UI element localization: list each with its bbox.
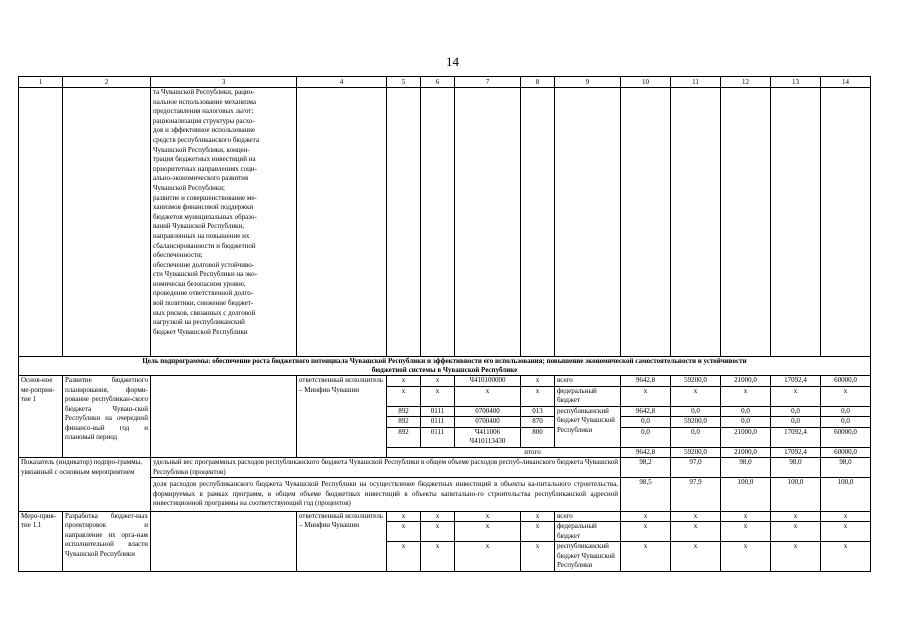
cell: x: [621, 386, 671, 406]
program-table: [18, 76, 871, 572]
continuation-line: номически безопасном уровне,: [153, 279, 246, 288]
continuation-row: [19, 88, 871, 357]
event-1-1-row-1: [19, 511, 871, 522]
main-event-responsible: ответственный исполнитель – Минфин Чувашии: [297, 376, 387, 458]
event-1-1-title: Разработка бюджет-ных проектировок и направление их орга-нам исполнительной власти Чувашской Республики: [63, 511, 151, 571]
indicator-row-1: [19, 458, 871, 478]
cell: 98,0: [721, 458, 771, 478]
continuation-line: ально-экономического развития: [153, 174, 249, 183]
cell: x: [521, 522, 555, 542]
cell: всего: [555, 511, 621, 522]
cell: x: [421, 522, 455, 542]
cell: x: [771, 511, 821, 522]
cell: x: [721, 542, 771, 572]
cell: 98,2: [621, 458, 671, 478]
col-num: 13: [771, 77, 821, 88]
continuation-line: направленных на повышение их: [153, 231, 250, 240]
column-number-row: [19, 77, 871, 88]
continuation-line: бюджет Чувашской Республики: [153, 327, 248, 336]
cell: x: [671, 542, 721, 572]
cell: x: [521, 386, 555, 406]
continuation-line: обеспечение долговой устойчиво-: [153, 260, 255, 269]
cell: 013: [521, 406, 555, 417]
col-num: 11: [671, 77, 721, 88]
continuation-line: проведение ответственной долго-: [153, 289, 254, 298]
main-event-row-1: [19, 376, 871, 387]
cell: x: [771, 522, 821, 542]
cell: 0700400: [455, 406, 521, 417]
cell: 0,0: [671, 427, 721, 447]
cell: Ч410100000: [455, 376, 521, 387]
cell: x: [455, 542, 521, 572]
cell: x: [721, 522, 771, 542]
cell: федеральный бюджет: [555, 386, 621, 406]
cell: x: [387, 376, 421, 387]
page-number: 14: [446, 54, 459, 69]
continuation-line: нагрузкой на республиканский: [153, 318, 245, 327]
continuation-line: Чувашской Республики;: [153, 183, 225, 192]
event-1-1-responsible: ответственный исполнитель – Минфин Чувашии: [297, 511, 387, 571]
continuation-line: дов и эффективное использование: [153, 126, 256, 135]
cell: 0,0: [821, 417, 871, 428]
col-num: 9: [555, 77, 621, 88]
cell: 0111: [421, 427, 455, 447]
cell: x: [621, 522, 671, 542]
cell: 21000,0: [721, 427, 771, 447]
cell: x: [671, 522, 721, 542]
col-num: 8: [521, 77, 555, 88]
cell: x: [721, 511, 771, 522]
col-num: 4: [297, 77, 387, 88]
cell: x: [621, 511, 671, 522]
col-num: 6: [421, 77, 455, 88]
continuation-line: Чувашской Республики, концен-: [153, 145, 250, 154]
main-event-label: Основ-ное ме-роприя-тие 1: [19, 376, 63, 458]
cell: 0,0: [771, 417, 821, 428]
col-num: 1: [19, 77, 63, 88]
cell: x: [821, 542, 871, 572]
cell: x: [521, 511, 555, 522]
indicator-label: Показатель (индикатор) подпро-граммы, увязанный с основным мероприятием: [19, 458, 151, 512]
cell: 21000,0: [721, 447, 771, 458]
total-label: итого: [387, 447, 621, 458]
main-event-title: Развитие бюджетного планирования, форми-рование республикан-ского бюджета Чуваш-ской Республики на очередной финансо-вый год и плановый период: [63, 376, 151, 458]
cell: x: [671, 511, 721, 522]
continuation-line: сти Чувашской Республики на эко-: [153, 270, 257, 279]
cell: x: [771, 386, 821, 406]
cell: 0,0: [621, 427, 671, 447]
cell: федеральный бюджет: [555, 522, 621, 542]
cell: 100,0: [771, 478, 821, 512]
cell: 0,0: [721, 406, 771, 417]
continuation-line: сбалансированности и бюджетной: [153, 241, 256, 250]
cell: Ч411006 Ч410113430: [455, 427, 521, 447]
cell: 0,0: [821, 406, 871, 417]
col-num: 14: [821, 77, 871, 88]
cell: 97,9: [671, 478, 721, 512]
cell: x: [421, 386, 455, 406]
cell: x: [387, 542, 421, 572]
continuation-line: приоритетных направлениях соци-: [153, 164, 257, 173]
cell: 892: [387, 417, 421, 428]
cell: 17092,4: [771, 447, 821, 458]
cell: x: [671, 386, 721, 406]
col-num: 7: [455, 77, 521, 88]
col-num: 10: [621, 77, 671, 88]
cell: 98,0: [821, 458, 871, 478]
cell: x: [455, 511, 521, 522]
cell: 100,0: [821, 478, 871, 512]
cell: x: [821, 511, 871, 522]
cell: 98,0: [771, 458, 821, 478]
continuation-line: рационализация структуры расхо-: [153, 116, 255, 125]
cell: 892: [387, 427, 421, 447]
cell: 100,0: [721, 478, 771, 512]
col-num: 2: [63, 77, 151, 88]
continuation-line: ваний Чувашской Республики,: [153, 222, 245, 231]
cell: 0,0: [621, 417, 671, 428]
continuation-line: трация бюджетных инвестиций на: [153, 155, 256, 164]
goal-text: Цель подпрограммы: обеспечение роста бюджетного потенциала Чувашской Республики и эффективности его использования; повышение экономической самостоятельности и устойчивости бюджетной системы в Чувашской Республике: [142, 357, 747, 374]
goal-row: [19, 357, 871, 376]
continuation-line: развитие и совершенствование ме-: [153, 193, 257, 202]
cell: x: [421, 542, 455, 572]
indicator-text: удельный вес программных расходов республиканского бюджета Чувашской Республики в общем объеме расходов респуб-ликанского бюджета Чувашской Республики (процентов): [151, 458, 621, 478]
continuation-text: [151, 88, 297, 357]
cell: республиканский бюджет Чувашской Республики: [555, 542, 621, 572]
cell: 59200,0: [671, 447, 721, 458]
cell: x: [387, 511, 421, 522]
continuation-line: обеспеченности;: [153, 251, 203, 260]
cell: 59200,0: [671, 417, 721, 428]
cell: x: [421, 376, 455, 387]
cell: 17092,4: [771, 376, 821, 387]
cell: 17092,4: [771, 427, 821, 447]
cell: 0,0: [671, 406, 721, 417]
cell: 800: [521, 427, 555, 447]
col-num: 5: [387, 77, 421, 88]
cell: 60000,0: [821, 376, 871, 387]
cell: x: [387, 522, 421, 542]
cell: x: [771, 542, 821, 572]
cell: 97,0: [671, 458, 721, 478]
continuation-line: ханизмов финансовой поддержки: [153, 203, 254, 212]
republican-budget-label: республиканский бюджет Чувашской Республики: [555, 406, 621, 447]
col-num: 3: [151, 77, 297, 88]
continuation-line: предоставления налоговых льгот;: [153, 107, 254, 116]
col-num: 12: [721, 77, 771, 88]
cell: 0111: [421, 417, 455, 428]
continuation-line: нальное использование механизма: [153, 97, 256, 106]
cell: 21000,0: [721, 376, 771, 387]
cell: x: [421, 511, 455, 522]
cell: 98,5: [621, 478, 671, 512]
cell: 9642,8: [621, 447, 671, 458]
cell: 9642,8: [621, 406, 671, 417]
cell: x: [821, 522, 871, 542]
cell: 9642,8: [621, 376, 671, 387]
continuation-line: та Чувашской Республики, рацио-: [153, 88, 255, 96]
cell: 60000,0: [821, 427, 871, 447]
cell: x: [621, 542, 671, 572]
cell: x: [455, 386, 521, 406]
cell: x: [455, 522, 521, 542]
indicator-text: доля расходов республиканского бюджета Чувашской Республики на осуществление бюджетных инвестиций в объекты ка-питального строительства, формируемых в рамках программ, в общем объеме бюджетных инвестиций в объекты капитально-го строительства республиканской адресной инвестиционной программы на соответствующий год (процентов): [151, 478, 621, 512]
continuation-line: бюджетов муниципальных образо-: [153, 212, 257, 221]
continuation-line: средств республиканского бюджета: [153, 135, 259, 144]
cell: x: [521, 376, 555, 387]
continuation-line: вой политики, снижение бюджет-: [153, 299, 254, 308]
event-1-1-label: Меро-прия-тие 1.1: [19, 511, 63, 571]
cell: 0,0: [721, 417, 771, 428]
continuation-line: ных рисков, связанных с долговой: [153, 308, 256, 317]
cell: 892: [387, 406, 421, 417]
cell: 870: [521, 417, 555, 428]
cell: x: [821, 386, 871, 406]
cell: всего: [555, 376, 621, 387]
cell: 0,0: [771, 406, 821, 417]
cell: 0111: [421, 406, 455, 417]
cell: 59200,0: [671, 376, 721, 387]
cell: 0700400: [455, 417, 521, 428]
cell: x: [387, 386, 421, 406]
cell: x: [721, 386, 771, 406]
cell: 60000,0: [821, 447, 871, 458]
cell: x: [521, 542, 555, 572]
